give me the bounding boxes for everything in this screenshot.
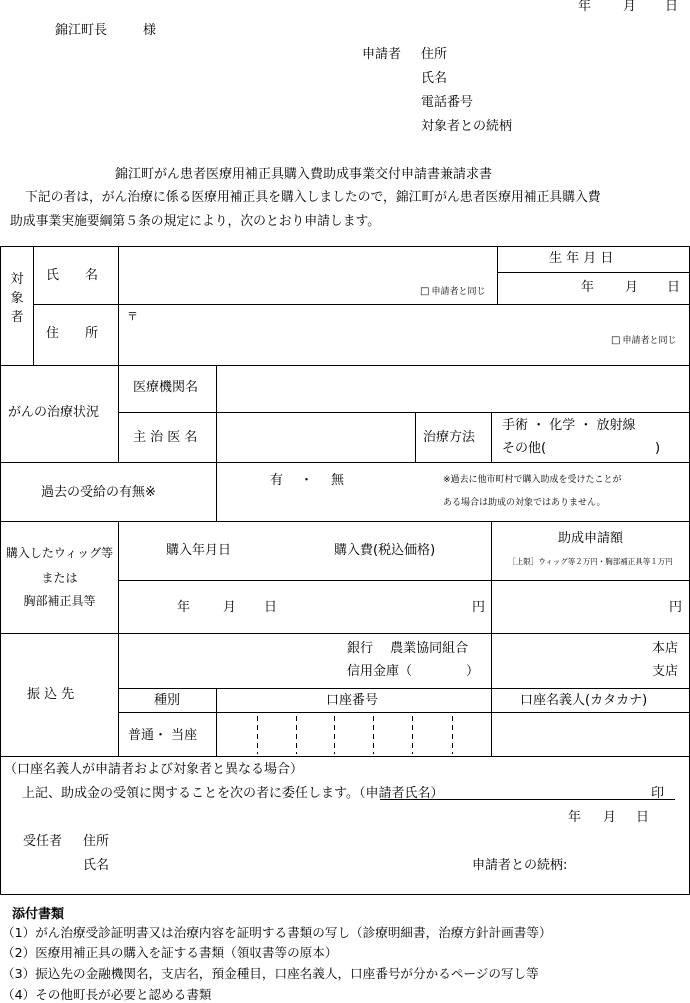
past-yes: 有 (270, 473, 284, 488)
purchase-month: 月 (223, 600, 237, 615)
purchase-item-label-2: または (41, 571, 78, 585)
applicant-address-label: 住所 (421, 47, 448, 62)
account-number-label: 口座番号 (326, 693, 379, 708)
addressee-honorific: 様 (143, 23, 157, 38)
agent-name-label: 氏名 (83, 858, 110, 873)
postal-mark: 〒 (127, 310, 138, 323)
branch-label: 支店 (652, 664, 679, 679)
bank-transfer-label: 振 込 先 (27, 687, 75, 702)
agent-label: 受任者 (23, 834, 63, 849)
delegation-condition: （口座名義人が申請者および対象者と異なる場合） (4, 762, 304, 777)
bank-type-line-2: 信用金庫（ (347, 664, 413, 679)
treatment-status-label: がんの治療状況 (8, 405, 100, 420)
delegation-statement: 上記、助成金の受領に関することを次の者に委任します。（申請者氏名） (22, 786, 444, 801)
purchase-cost-label: 購入費(税込価格) (334, 543, 436, 558)
grant-amount-yen: 円 (669, 600, 683, 615)
delegation-day: 日 (636, 810, 650, 825)
document-title: 錦江町がん患者医療用補正具購入費助成事業交付申請書兼請求書 (115, 167, 493, 182)
attachment-item-2: （2）医療用補正具の購入を証する書類（領収書等の原本） (2, 945, 338, 960)
seal-mark: 印 (651, 786, 665, 801)
doctor-label: 主 治 医 名 (133, 430, 198, 445)
purchase-item-label-3: 胸部補正具等 (23, 594, 96, 608)
institution-label: 医療機関名 (133, 380, 199, 395)
purchase-date-label: 購入年月日 (166, 543, 232, 558)
head-office-label: 本店 (652, 641, 679, 656)
birth-day: 日 (667, 280, 681, 295)
target-person-label: 対 象 者 (10, 272, 24, 325)
purchase-year: 年 (177, 600, 191, 615)
applicant-relation-label: 対象者との続柄 (421, 119, 513, 134)
birth-month: 月 (625, 280, 639, 295)
target-name-label: 氏 名 (46, 268, 99, 283)
checkbox-icon: □ (611, 335, 621, 346)
bank-type-line-2-close: ） (466, 664, 480, 679)
birthdate-label: 生 年 月 日 (549, 251, 614, 266)
delegation-year: 年 (568, 810, 582, 825)
treatment-method-other-close: ) (655, 441, 661, 456)
agent-address-label: 住所 (83, 834, 110, 849)
grant-amount-label: 助成申請額 (557, 531, 623, 546)
past-note-line-1: ※過去に他市町村で購入助成を受けたことが (443, 475, 622, 485)
past-note-line-2: ある場合は助成の対象ではありません。 (443, 498, 606, 508)
addressee: 錦江町長 (55, 23, 108, 38)
treatment-method-options: 手術 ・ 化学 ・ 放射線 (502, 418, 636, 433)
account-type-options: 普通・ 当座 (128, 728, 198, 743)
date-day: 日 (665, 0, 679, 14)
target-name-same-checkbox[interactable]: □ 申請者と同じ (420, 286, 486, 297)
date-year: 年 (578, 0, 592, 14)
target-address-label: 住 所 (46, 326, 99, 341)
applicant-name-label: 氏名 (421, 71, 448, 86)
account-type-label: 種別 (154, 693, 181, 708)
past-separator: ・ (300, 473, 314, 488)
past-receipt-label: 過去の受給の有無※ (41, 485, 156, 500)
treatment-method-label: 治療方法 (423, 430, 476, 445)
target-address-same-checkbox[interactable]: □ 申請者と同じ (611, 335, 677, 346)
birth-year: 年 (581, 280, 595, 295)
delegation-month: 月 (603, 810, 617, 825)
intro-line-1: 下記の者は，がん治療に係る医療用補正具を購入しましたので，錦江町がん患者医療用補正具購入費 (25, 190, 601, 205)
checkbox-icon: □ (420, 286, 430, 297)
grant-limit-note: ［上限］ウィッグ等２万円・胸部補正具等１万円 (508, 557, 673, 566)
applicant-label: 申請者 (362, 47, 402, 62)
agent-relation-label: 申請者との続柄: (472, 858, 568, 873)
date-month: 月 (623, 0, 637, 14)
intro-line-2: 助成事業実施要綱第５条の規定により，次のとおり申請します。 (10, 214, 381, 229)
treatment-method-other: その他( (502, 441, 547, 456)
purchase-cost-yen: 円 (472, 600, 486, 615)
attachment-item-4: （4）その他町長が必要と認める書類 (2, 987, 212, 1002)
account-holder-label: 口座名義人(カタカナ) (520, 693, 648, 708)
attachment-item-3: （3）振込先の金融機関名，支店名，預金種目，口座名義人，口座番号が分かるページの写し等 (2, 966, 539, 981)
past-no: 無 (331, 473, 345, 488)
applicant-phone-label: 電話番号 (421, 95, 474, 110)
purchase-day: 日 (264, 600, 278, 615)
attachment-item-1: （1）がん治療受診証明書又は治療内容を証明する書類の写し（診療明細書，治療方針計画書等） (2, 925, 552, 940)
attachments-title: 添付書類 (12, 907, 65, 922)
bank-type-line-1: 銀行 農業協同組合 (347, 641, 469, 656)
purchase-item-label-1: 購入したウィッグ等 (5, 546, 114, 560)
